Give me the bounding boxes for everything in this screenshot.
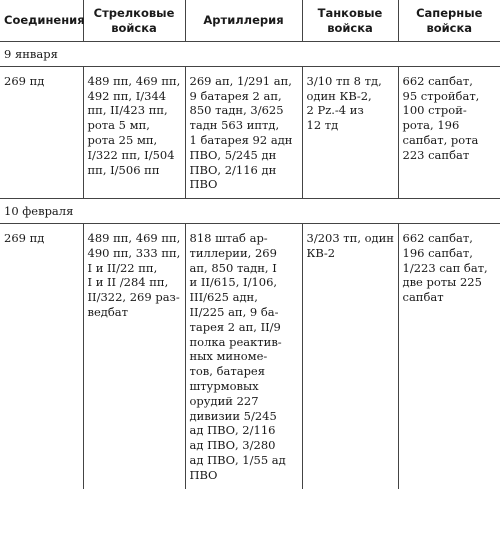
section-date: 9 января xyxy=(0,42,500,67)
artillery-cell xyxy=(185,223,302,488)
sapper-cell xyxy=(398,66,500,198)
cell-line: 489 пп, 469 пп, xyxy=(87,230,181,245)
cell-line: 2 Pz.-4 из xyxy=(306,103,364,118)
cell-line: 1 батарея 92 адн xyxy=(189,132,293,147)
cell-line: КВ-2 xyxy=(306,245,336,260)
unit-cell: 269 пд xyxy=(4,230,45,245)
unit-cell: 269 пд xyxy=(0,66,83,198)
header-row xyxy=(0,0,500,42)
rifle-cell xyxy=(83,223,185,488)
cell-line: дивизии 5/245 xyxy=(189,408,277,423)
section-row xyxy=(0,42,500,67)
header-tank-troops: Танковые войска xyxy=(302,0,398,42)
tank-cell xyxy=(302,66,398,198)
cell-line: 12 тд xyxy=(306,118,339,133)
cell-line: 269 ап, 1/291 ап, xyxy=(189,73,292,88)
cell-line: сапбат, рота xyxy=(402,132,479,147)
cell-line: I/322 пп, I/504 xyxy=(87,147,175,162)
section-date: 10 февраля xyxy=(0,199,500,224)
cell-line: 850 тадн, 3/625 xyxy=(189,103,284,118)
cell-line: ПВО, 2/116 дн xyxy=(189,162,277,177)
cell-line: пп, I/506 пп xyxy=(87,162,160,177)
cell-line: ных миноме- xyxy=(189,349,268,364)
cell-line: орудий 227 xyxy=(189,393,259,408)
cell-line: пп, II/423 пп, xyxy=(87,103,168,118)
cell-line: ад ПВО, 2/116 xyxy=(189,423,276,438)
cell-line: 196 сапбат, xyxy=(402,245,473,260)
cell-line: 662 сапбат, xyxy=(402,230,473,245)
cell-line: II/322, 269 раз- xyxy=(87,290,180,305)
cell-line: тарея 2 ап, II/9 xyxy=(189,319,281,334)
cell-line: 95 стройбат, xyxy=(402,88,480,103)
tank-cell xyxy=(302,223,398,488)
cell-line: II/225 ап, 9 ба- xyxy=(189,304,279,319)
cell-line: ад ПВО, 1/55 ад xyxy=(189,452,286,467)
cell-line: полка реактив- xyxy=(189,334,282,349)
cell-line: штурмовых xyxy=(189,378,259,393)
artillery-cell xyxy=(185,66,302,198)
cell-line: и II/615, I/106, xyxy=(189,275,278,290)
cell-line: тадн 563 иптд, xyxy=(189,118,280,133)
cell-line: ведбат xyxy=(87,304,129,319)
cell-line: 3/10 тп 8 тд, xyxy=(306,73,382,88)
cell-line: рота 25 мп, xyxy=(87,132,158,147)
cell-line: один КВ-2, xyxy=(306,88,372,103)
section-row xyxy=(0,199,500,224)
cell-line: 3/203 тп, один xyxy=(306,230,394,245)
header-sapper-troops: Саперные войска xyxy=(398,0,500,42)
table-header xyxy=(0,0,500,42)
rifle-cell xyxy=(83,66,185,198)
header-formations: Соединения xyxy=(0,0,83,42)
cell-line: ПВО, 5/245 дн xyxy=(189,147,277,162)
cell-line: ап, 850 тадн, I xyxy=(189,260,277,275)
cell-line: 9 батарея 2 ап, xyxy=(189,88,282,103)
cell-line: рота 5 мп, xyxy=(87,118,150,133)
cell-line: 492 пп, I/344 xyxy=(87,88,167,103)
table-row xyxy=(0,223,500,488)
cell-line: I и II/22 пп, xyxy=(87,260,158,275)
cell-line: 100 строй- xyxy=(402,103,467,118)
header-artillery: Артиллерия xyxy=(185,0,302,42)
cell-line: 223 сапбат xyxy=(402,147,470,162)
cell-line: 818 штаб ар- xyxy=(189,230,268,245)
header-rifle-troops: Стрелковые войска xyxy=(83,0,185,42)
cell-line: ПВО xyxy=(189,467,218,482)
cell-line: две роты 225 xyxy=(402,275,482,290)
cell-line: III/625 адн, xyxy=(189,290,258,305)
cell-line: тиллерии, 269 xyxy=(189,245,277,260)
cell-line: I и II /284 пп, xyxy=(87,275,169,290)
sapper-cell xyxy=(398,223,500,488)
cell-line: 489 пп, 469 пп, xyxy=(87,73,181,88)
cell-line: 490 пп, 333 пп, xyxy=(87,245,181,260)
cell-line: ПВО xyxy=(189,177,218,192)
cell-line: тов, батарея xyxy=(189,364,265,379)
cell-line: 1/223 сап бат, xyxy=(402,260,488,275)
cell-line: ад ПВО, 3/280 xyxy=(189,438,276,453)
table-row xyxy=(0,66,500,198)
table-body xyxy=(0,42,500,489)
cell-line: рота, 196 xyxy=(402,118,460,133)
cell-line: 662 сапбат, xyxy=(402,73,473,88)
cell-line: сапбат xyxy=(402,290,444,305)
